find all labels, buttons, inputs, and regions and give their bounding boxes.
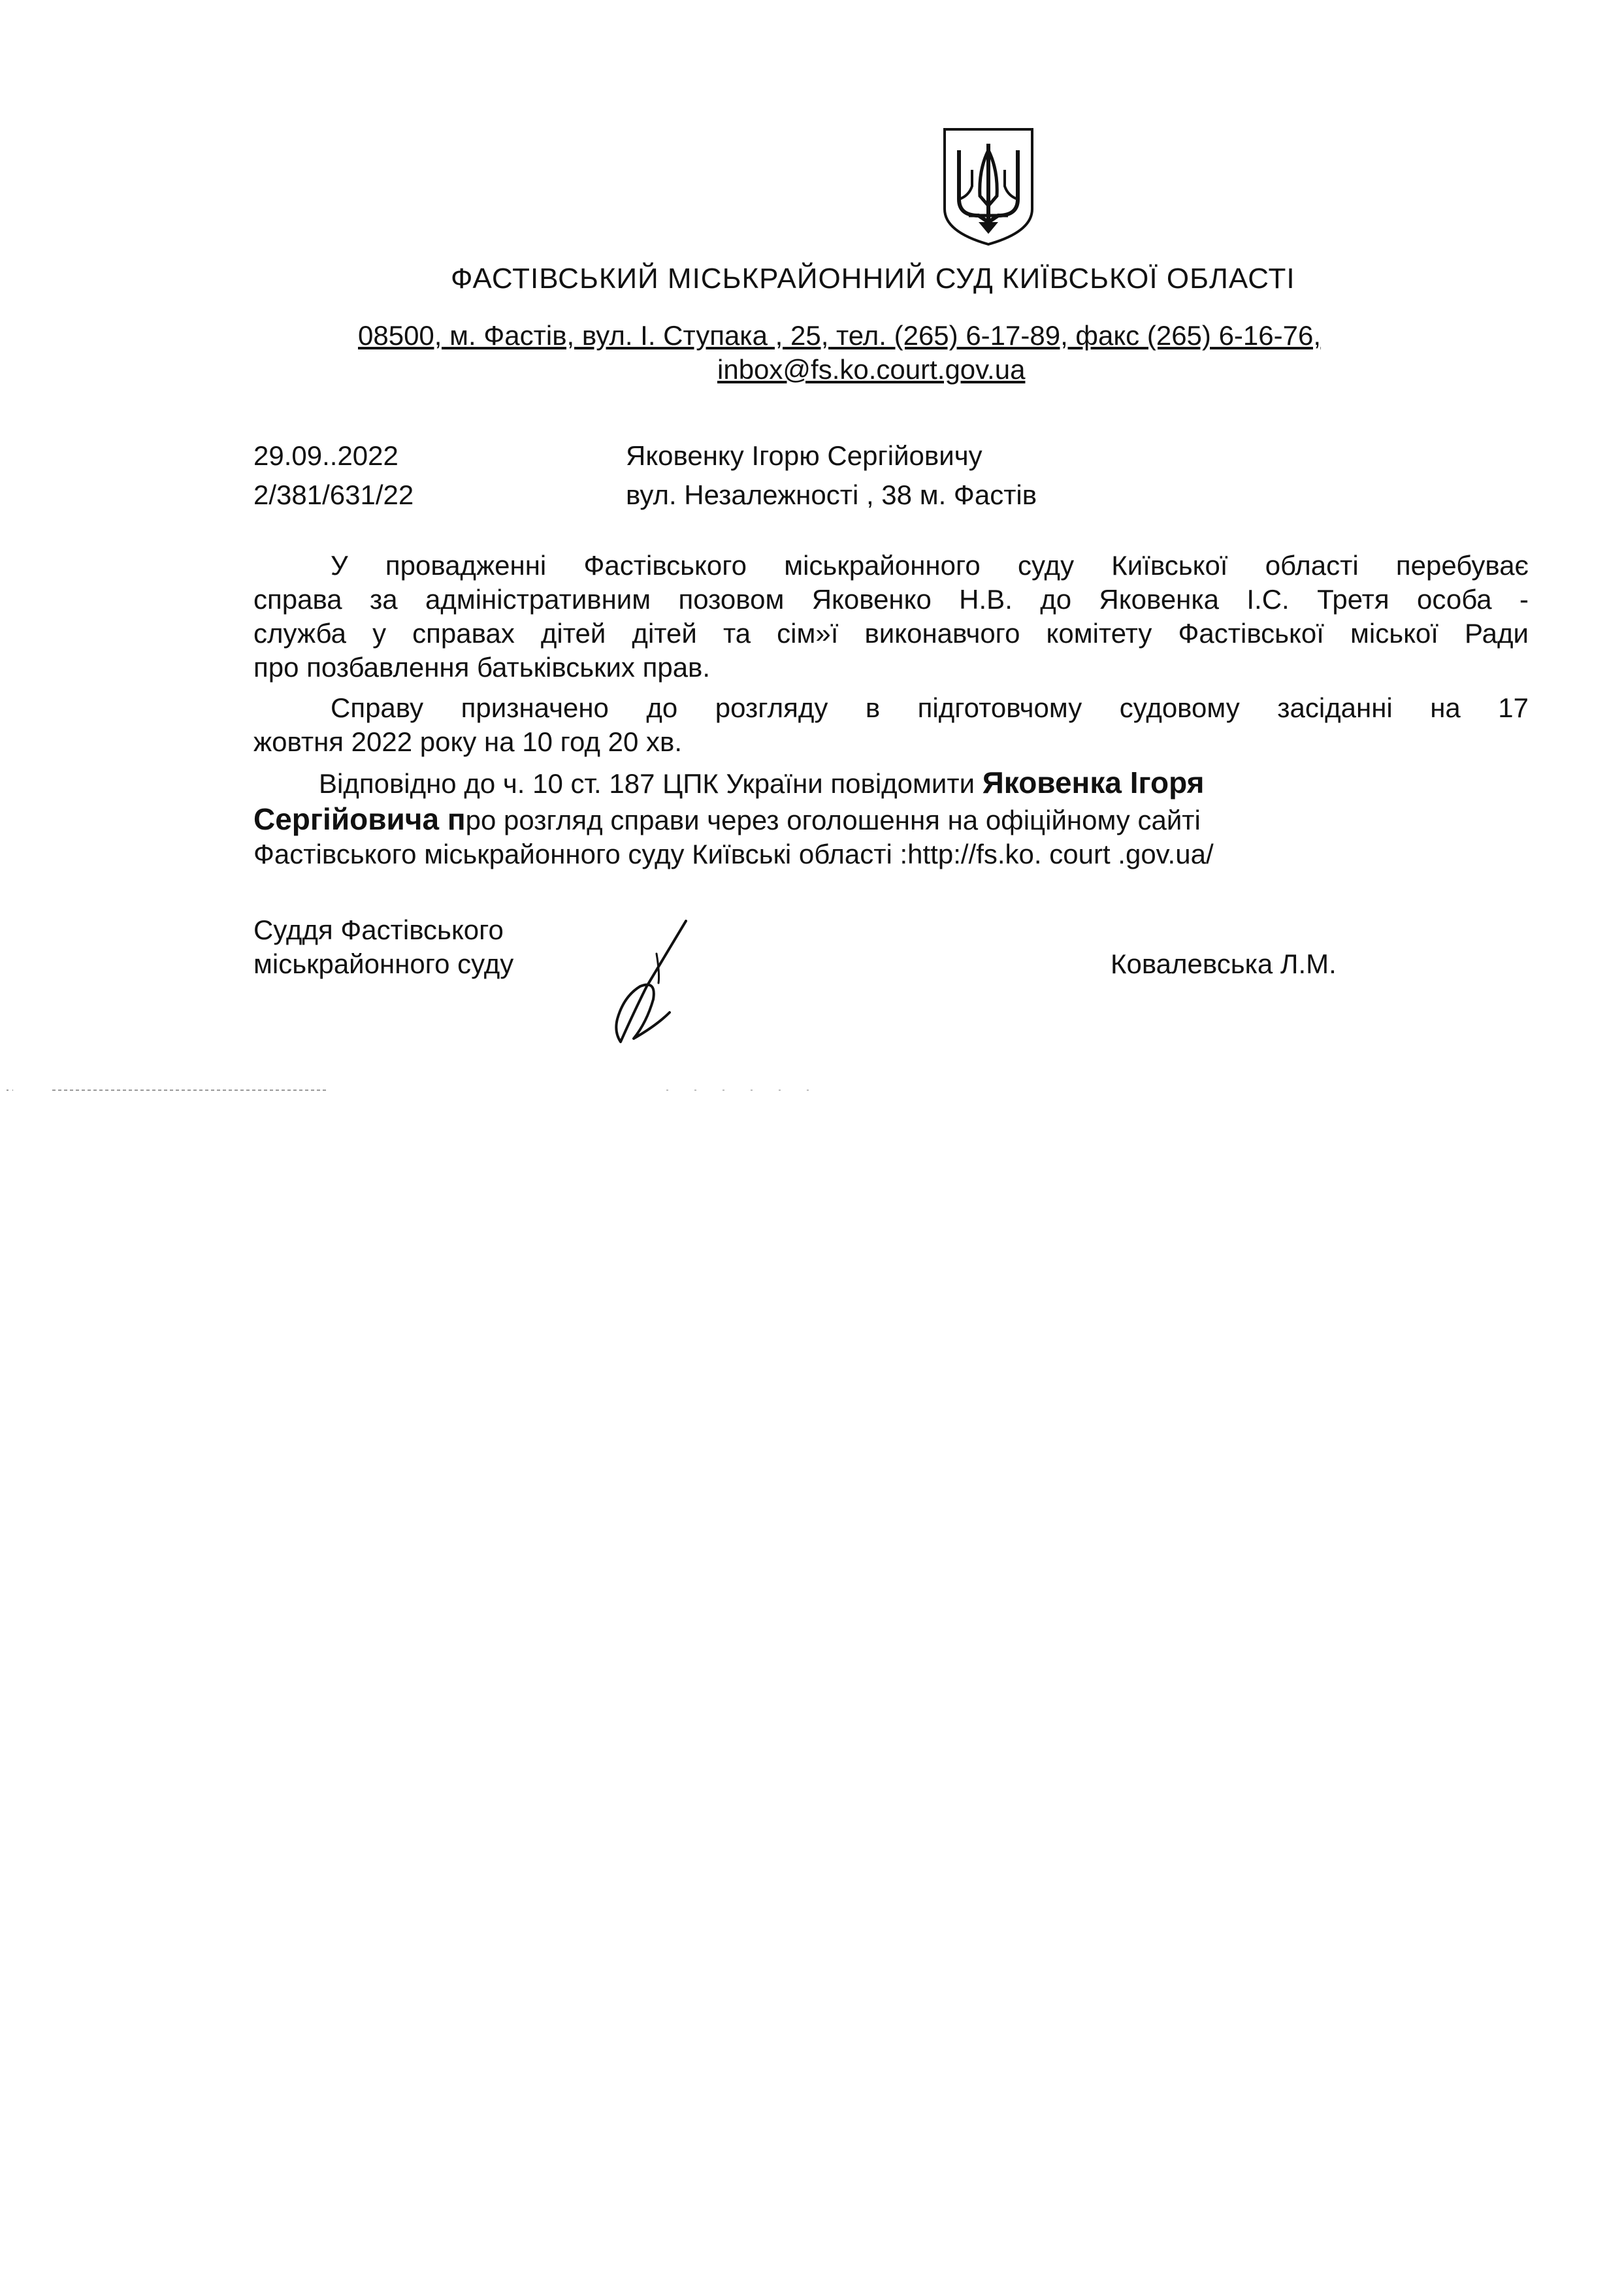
notice-text-continued: ро розгляд справи через оголошення на офіційному сайті [465, 805, 1201, 835]
court-address: 08500, м. Фастів, вул. І. Ступака , 25, тел. (265) 6-17-89, факс (265) 6-16-76, [358, 320, 1321, 351]
defendant-patronymic-bold: Сергійовича п [253, 802, 466, 836]
body-paragraph-1-line-4: про позбавлення батьківських прав. [253, 652, 711, 683]
case-number: 2/381/631/22 [253, 479, 414, 510]
scan-artifact-line [0, 1090, 1624, 1091]
body-paragraph-3-line-2 [253, 802, 1529, 837]
body-paragraph-1-line-2: справа за адміністративним позовом Яковенко Н.В. до Яковенка І.С. Третя особа - [253, 584, 1529, 615]
body-paragraph-3-line-1 [319, 766, 1529, 801]
notice-text: Відповідно до ч. 10 ст. 187 ЦПК України повідомити [319, 768, 983, 799]
body-paragraph-3-line-3: Фастівського міськрайонного суду Київські області :http://fs.ko. court .gov.ua/ [253, 839, 1214, 869]
recipient-name: Яковенку Ігорю Сергійовичу [626, 440, 983, 471]
court-name-heading: ФАСТІВСЬКИЙ МІСЬКРАЙОННИЙ СУД КИЇВСЬКОЇ ОБЛАСТІ [451, 263, 1295, 295]
defendant-name-bold: Яковенка Ігоря [982, 766, 1205, 800]
handwritten-signature [594, 914, 706, 1052]
coat-of-arms-emblem [939, 124, 1037, 248]
recipient-address: вул. Незалежності , 38 м. Фастів [626, 479, 1037, 510]
letter-date: 29.09..2022 [253, 440, 398, 471]
body-paragraph-1-line-3: служба у справах дітей дітей та сім»ї виконавчого комітету Фастівської міської Ради [253, 618, 1529, 649]
body-paragraph-2-line-1: Справу призначено до розгляду в підготовчому судовому засіданні на 17 [331, 692, 1529, 723]
court-email-link[interactable]: inbox@fs.ko.court.gov.ua [717, 354, 1026, 385]
judge-title-line-1: Суддя Фастівського [253, 914, 504, 945]
judge-name: Ковалевська Л.М. [1111, 948, 1337, 979]
body-paragraph-2-line-2: жовтня 2022 року на 10 год 20 хв. [253, 726, 683, 757]
judge-title-line-2: міськрайонного суду [253, 948, 514, 979]
body-paragraph-1-line-1: У провадженні Фастівського міськрайонного суду Київської області перебуває [331, 550, 1529, 581]
